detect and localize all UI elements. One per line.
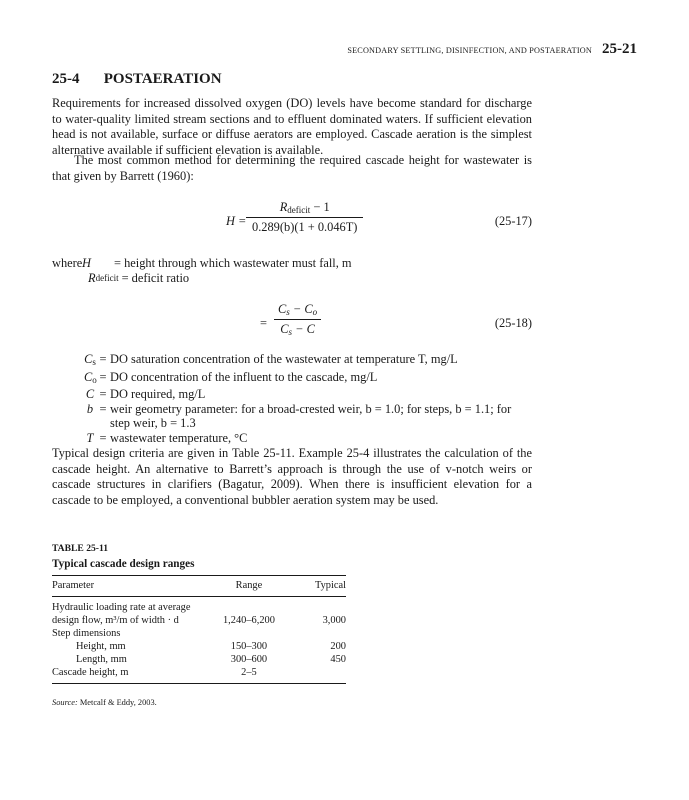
variable-row: T = wastewater temperature, °C [86, 430, 248, 445]
paragraph-intro: Requirements for increased dissolved oxygen (DO) levels have become standard for discharge to water-quality limited stream sections and to effluent dominated waters. If sufficient elevation head is not available, surface or diffuse aerators are employed. Cascade aeration is the simplest alternative available if sufficient elevation is available. [52, 96, 532, 157]
equation-lhs: = [260, 316, 267, 330]
column-header: Parameter [52, 576, 212, 597]
table-row: Step dimensions [52, 628, 121, 639]
variable-row: C = DO required, mg/L [85, 387, 206, 402]
equation-numerator: $R_{deficit} - 1$ [279, 200, 330, 215]
source-label: Source: [52, 698, 78, 707]
section-number: 25-4 [52, 71, 80, 87]
table-row: design flow, m³/m of width · d 1,240–6,200 3,000 [52, 615, 346, 626]
variable-row: $C_s$ = DO saturation concentration of the wastewater at temperature T, mg/L [84, 352, 458, 367]
section-title: POSTAERATION [103, 71, 222, 87]
definition-row: R deficit = deficit ratio [88, 271, 190, 285]
equation-fraction [272, 302, 323, 337]
column-header: Range [212, 576, 286, 597]
equation-number: (25-17) [494, 214, 532, 228]
table-header-row [52, 576, 346, 597]
equation-25-17 [52, 200, 532, 244]
equation-number: (25-18) [494, 316, 532, 330]
page-number: 25-21 [602, 41, 637, 57]
equation-denominator: 0.289(b)(1 + 0.046T) [246, 217, 363, 235]
running-header [347, 41, 637, 58]
section-heading [52, 71, 222, 88]
paragraph-method: The most common method for determining the required cascade height for wastewater is that given by Barrett (1960): [52, 153, 532, 183]
column-header: Typical [286, 576, 346, 597]
variable-row: $C_o$ = DO concentration of the influent to the cascade, mg/L [84, 369, 378, 385]
variable-row: b = weir geometry parameter: for a broad-crested weir, b = 1.0; for steps, b = 1.1; for step weir, b = 1.3 [86, 401, 512, 431]
cascade-design-table [52, 575, 346, 684]
equation-denominator: $C_s - C$ [274, 319, 321, 337]
source-text: Metcalf & Eddy, 2003. [79, 698, 157, 707]
definition-row: where H = height through which wastewater must fall, m [52, 256, 352, 270]
equation-25-18 [52, 302, 532, 346]
running-title: SECONDARY SETTLING, DISINFECTION, AND POSTAERATION [347, 46, 592, 55]
table-caption: Typical cascade design ranges [52, 558, 195, 570]
where-definitions [52, 256, 352, 286]
equation-lhs: H = [226, 214, 247, 228]
variable-list [84, 352, 532, 446]
equation-numerator: $C_s - C_o$ [278, 302, 318, 317]
table-row: Hydraulic loading rate at average [52, 602, 191, 613]
table-label: TABLE 25-11 [52, 543, 109, 554]
table-row: Length, mm 300–600 450 [76, 654, 346, 665]
equation-fraction [246, 200, 363, 235]
table-row: Cascade height, m 2–5 [52, 666, 346, 684]
paragraph-design-criteria: Typical design criteria are given in Table 25-11. Example 25-4 illustrates the calculation of the cascade height. An alternative to Barrett’s approach is through the use of v-notch weirs or cascade structures in clarifiers (Bagatur, 2009). When there is insufficient elevation for a cascade to be employed, a conventional bubbler aeration system may be used. [52, 446, 532, 507]
table-source [52, 698, 157, 707]
table-row: Height, mm 150–300 200 [76, 641, 346, 652]
